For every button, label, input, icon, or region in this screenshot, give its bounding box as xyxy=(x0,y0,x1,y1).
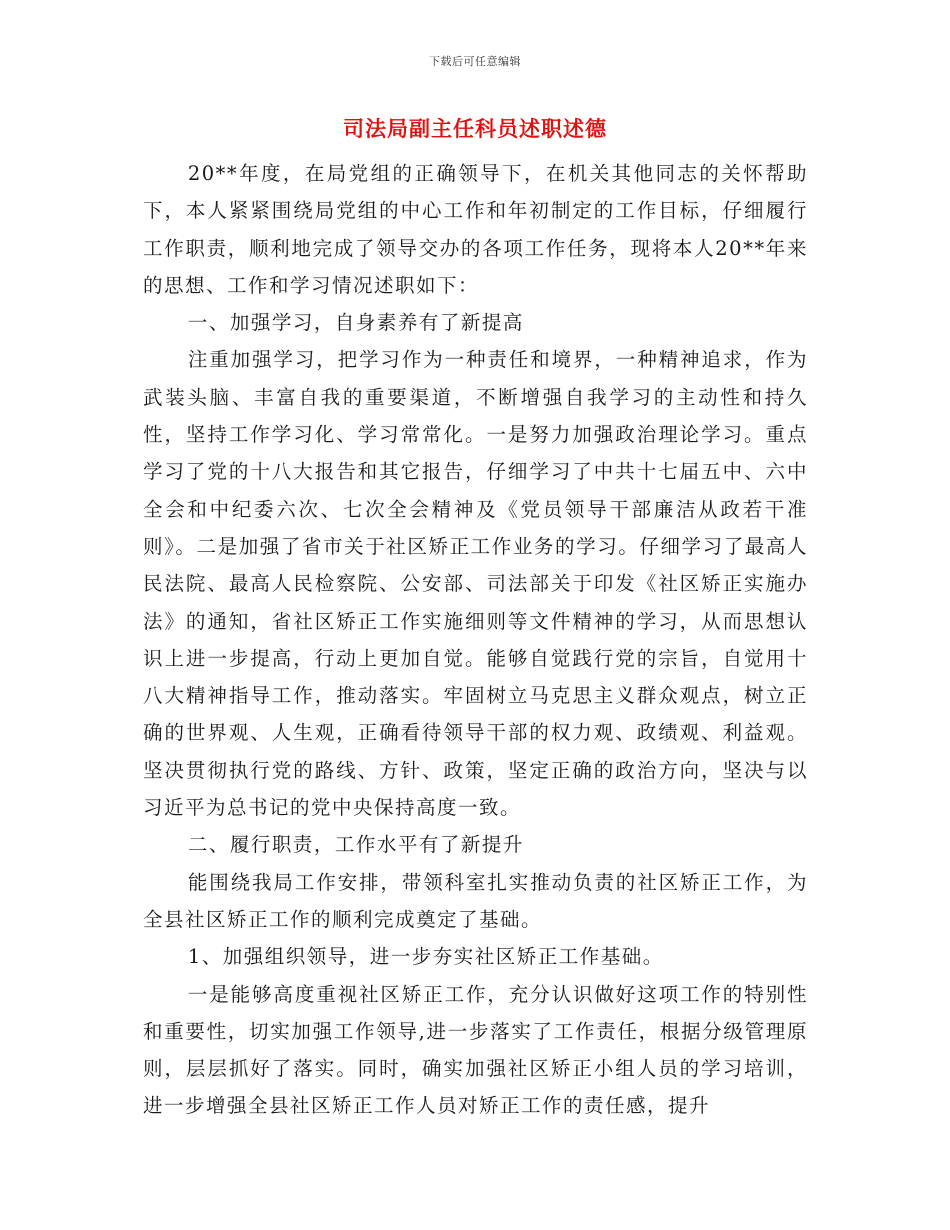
subheading-1: 1、加强组织领导，进一步夯实社区矫正工作基础。 xyxy=(187,945,664,969)
paragraph-intro: 20**年度，在局党组的正确领导下，在机关其他同志的关怀帮助下，本人紧紧围绕局党组的中心工作和年初制定的工作目标，仔细履行工作职责，顺利地完成了领导交办的各项工作任务，现将本人20**年来的思想、工作和学习情况述职如下： xyxy=(143,162,808,297)
section-heading-2: 二、履行职责，工作水平有了新提升 xyxy=(187,833,524,857)
document-title: 司法局副主任科员述职述德 xyxy=(343,117,607,141)
section-heading-1: 一、加强学习，自身素养有了新提高 xyxy=(187,311,524,335)
paragraph-duties: 能围绕我局工作安排，带领科室扎实推动负责的社区矫正工作，为全县社区矫正工作的顺利完成奠定了基础。 xyxy=(143,870,808,931)
header-note: 下载后可任意编辑 xyxy=(429,55,521,68)
paragraph-study: 注重加强学习，把学习作为一种责任和境界，一种精神追求，作为武装头脑、丰富自我的重要渠道，不断增强自我学习的主动性和持久性，坚持工作学习化、学习常常化。一是努力加强政治理论学习。重点学习了党的十八大报告和其它报告，仔细学习了中共十七届五中、六中全会和中纪委六次、七次全会精神及《党员领导干部廉洁从政若干准则》。二是加强了省市关于社区矫正工作业务的学习。仔细学习了最高人民法院、最高人民检察院、公安部、司法部关于印发《社区矫正实施办法》的通知，省社区矫正工作实施细则等文件精神的学习，从而思想认识上进一步提高，行动上更加自觉。能够自觉践行党的宗旨，自觉用十八大精神指导工作，推动落实。牢固树立马克思主义群众观点，树立正确的世界观、人生观，正确看待领导干部的权力观、政绩观、利益观。坚决贯彻执行党的路线、方针、政策，坚定正确的政治方向，坚决与以习近平为总书记的党中央保持高度一致。 xyxy=(143,348,808,820)
document-body xyxy=(143,155,808,1125)
paragraph-leadership: 一是能够高度重视社区矫正工作，充分认识做好这项工作的特别性和重要性，切实加强工作领导,进一步落实了工作责任，根据分级管理原则，层层抓好了落实。同时，确实加强社区矫正小组人员的学习培训，进一步增强全县社区矫正工作人员对矫正工作的责任感，提升 xyxy=(143,982,808,1118)
